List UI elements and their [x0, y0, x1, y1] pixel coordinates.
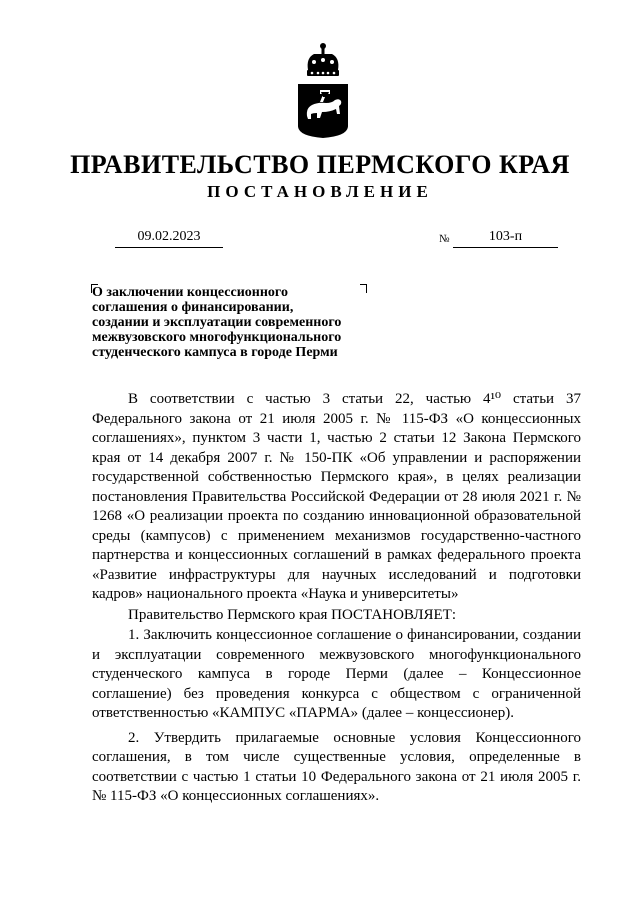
document-subject: [92, 285, 392, 360]
document-body: [92, 390, 581, 807]
subject-line: межвузовского многофункционального: [92, 330, 342, 345]
resolution-line: Правительство Пермского края ПОСТАНОВЛЯЕТ:: [128, 606, 457, 623]
item-2-paragraph: 2. Утвердить прилагаемые основные условия Концессионного соглашения, в том числе существенные условия, определенные в соответствии с частью 1 статьи 10 Федерального закона от 21 июля 2005 г. № 115-ФЗ «О концессионных соглашениях».: [92, 729, 581, 804]
government-title: ПРАВИТЕЛЬСТВО ПЕРМСКОГО КРАЯ: [70, 150, 570, 179]
document-number: 103-п: [453, 229, 558, 248]
item-1-paragraph: 1. Заключить концессионное соглашение о финансировании, создании и эксплуатации современного межвузовского многофункционального студенческого кампуса в городе Перми (далее – Концессионное соглашение) без проведения конкурса с обществом с ограниченной ответственностью «КАМПУС «ПАРМА» (далее – концессионер).: [92, 627, 581, 721]
coat-of-arms-icon: [296, 40, 350, 140]
document-type: ПОСТАНОВЛЕНИЕ: [207, 182, 433, 201]
preamble-paragraph: В соответствии с частью 3 статьи 22, частью 4¹⁰ статьи 37 Федерального закона от 21 июля 2005 г. № 115-ФЗ «О концессионных соглашениях», пунктом 3 части 1, частью 2 статьи 12 Закона Пермского края от 14 декабря 2007 г. № 150-ПК «Об управлении и распоряжении государственной собственностью Пермского края», в целях реализации постановления Правительства Российской Федерации от 28 июля 2021 г. № 1268 «О реализации проекта по созданию инновационной образовательной среды (кампусов) с применением механизмов государственно-частного партнерства и концессионных соглашений в рамках федерального проекта «Развитие инфраструктуры для научных исследований и подготовки кадров» национального проекта «Наука и университеты»: [92, 391, 581, 602]
subject-line: О заключении концессионного: [92, 285, 288, 300]
number-sign: №: [439, 233, 450, 245]
subject-line: студенческого кампуса в городе Перми: [92, 345, 338, 360]
subject-line: создании и эксплуатации современного: [92, 315, 342, 330]
document-date: 09.02.2023: [115, 229, 223, 248]
subject-line: соглашения о финансировании,: [92, 300, 294, 315]
